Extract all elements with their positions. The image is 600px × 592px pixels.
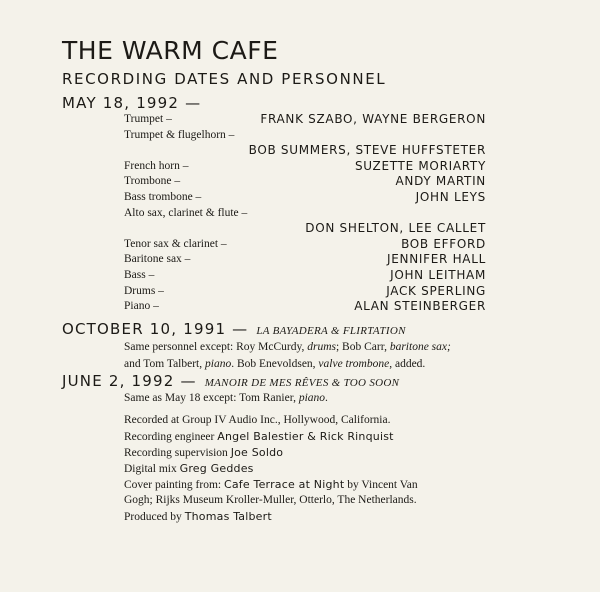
musician-names: ANDY MARTIN (395, 174, 486, 188)
note-text: and Tom Talbert, (124, 358, 206, 370)
session-date-june-2: JUNE 2, 1992 — (62, 372, 197, 390)
note-text: . (325, 392, 328, 404)
session-tracks-june: MANOIR DE MES RÊVES & TOO SOON (204, 377, 400, 389)
note-text: , added. (389, 358, 426, 370)
personnel-row (124, 269, 486, 285)
credit-label: Cover painting from: (124, 479, 224, 491)
credit-name: Joe Soldo (230, 446, 284, 459)
instrument-label: Bass – (124, 269, 155, 281)
credit-produced (124, 510, 272, 523)
musician-names: FRANK SZABO, WAYNE BERGERON (260, 112, 486, 126)
note-instrument: drums (307, 341, 336, 353)
credit-name: Thomas Talbert (184, 510, 272, 523)
session-tracks-october: LA BAYADERA & FLIRTATION (256, 325, 406, 337)
credit-engineer (124, 430, 394, 443)
section-heading: RECORDING DATES AND PERSONNEL (62, 70, 387, 88)
musician-names: JENNIFER HALL (387, 252, 486, 266)
session-note-line (124, 392, 328, 404)
musician-names: ALAN STEINBERGER (354, 299, 486, 313)
personnel-row (124, 191, 486, 207)
musician-names: JOHN LEYS (415, 190, 486, 204)
musician-names: SUZETTE MORIARTY (354, 159, 486, 173)
instrument-label: Baritone sax – (124, 253, 191, 265)
session-heading-october (62, 320, 406, 339)
personnel-row (124, 175, 486, 191)
credit-name: Greg Geddes (179, 462, 254, 475)
instrument-label: Alto sax, clarinet & flute – (124, 207, 248, 219)
credit-label: by Vincent Van (344, 479, 418, 491)
personnel-row (124, 300, 486, 316)
session-heading-june (62, 372, 399, 391)
credit-name: Cafe Terrace at Night (223, 478, 345, 491)
session-note-line (124, 358, 425, 370)
session-note-line (124, 341, 451, 353)
album-title: THE WARM CAFE (62, 36, 279, 65)
session-date-may-18: MAY 18, 1992 — (62, 94, 202, 112)
instrument-label: Trumpet – (124, 113, 172, 125)
musician-names: JOHN LEITHAM (390, 268, 486, 282)
credit-recorded: Recorded at Group IV Audio Inc., Hollywood, California. (124, 414, 391, 426)
note-text: Same as May 18 except: Tom Ranier, (124, 392, 299, 404)
note-instrument: piano (298, 392, 326, 404)
note-instrument: valve trombone (318, 358, 390, 370)
musician-names: BOB SUMMERS, STEVE HUFFSTETER (248, 143, 486, 157)
credit-supervision (124, 446, 283, 459)
instrument-label: Piano – (124, 300, 159, 312)
personnel-row (124, 144, 486, 160)
musician-names: JACK SPERLING (386, 284, 486, 298)
credit-label: Recording engineer (124, 431, 218, 443)
credit-label: Produced by (124, 511, 185, 523)
session-date-october-10: OCTOBER 10, 1991 — (62, 320, 249, 338)
instrument-label: Trombone – (124, 175, 181, 187)
instrument-label: Trumpet & flugelhorn – (124, 129, 235, 141)
note-instrument: baritone sax; (389, 341, 451, 353)
note-text: ; Bob Carr, (335, 341, 390, 353)
credit-mix (124, 462, 254, 475)
credit-label: Digital mix (124, 463, 180, 475)
note-text: . Bob Enevoldsen, (231, 358, 319, 370)
personnel-row (124, 222, 486, 238)
musician-names: BOB EFFORD (401, 237, 486, 251)
credit-name: Angel Balestier & Rick Rinquist (217, 430, 394, 443)
instrument-label: Tenor sax & clarinet – (124, 238, 227, 250)
instrument-label: Bass trombone – (124, 191, 202, 203)
instrument-label: French horn – (124, 160, 189, 172)
instrument-label: Drums – (124, 285, 164, 297)
musician-names: DON SHELTON, LEE CALLET (305, 221, 486, 235)
credit-cover-line-2: Gogh; Rijks Museum Kroller-Muller, Otterlo, The Netherlands. (124, 494, 417, 506)
personnel-row (124, 113, 486, 129)
credit-label: Recording supervision (124, 447, 231, 459)
credit-cover (124, 478, 418, 491)
note-text: Same personnel except: Roy McCurdy, (124, 341, 308, 353)
note-instrument: piano (205, 358, 232, 370)
personnel-row (124, 253, 486, 269)
